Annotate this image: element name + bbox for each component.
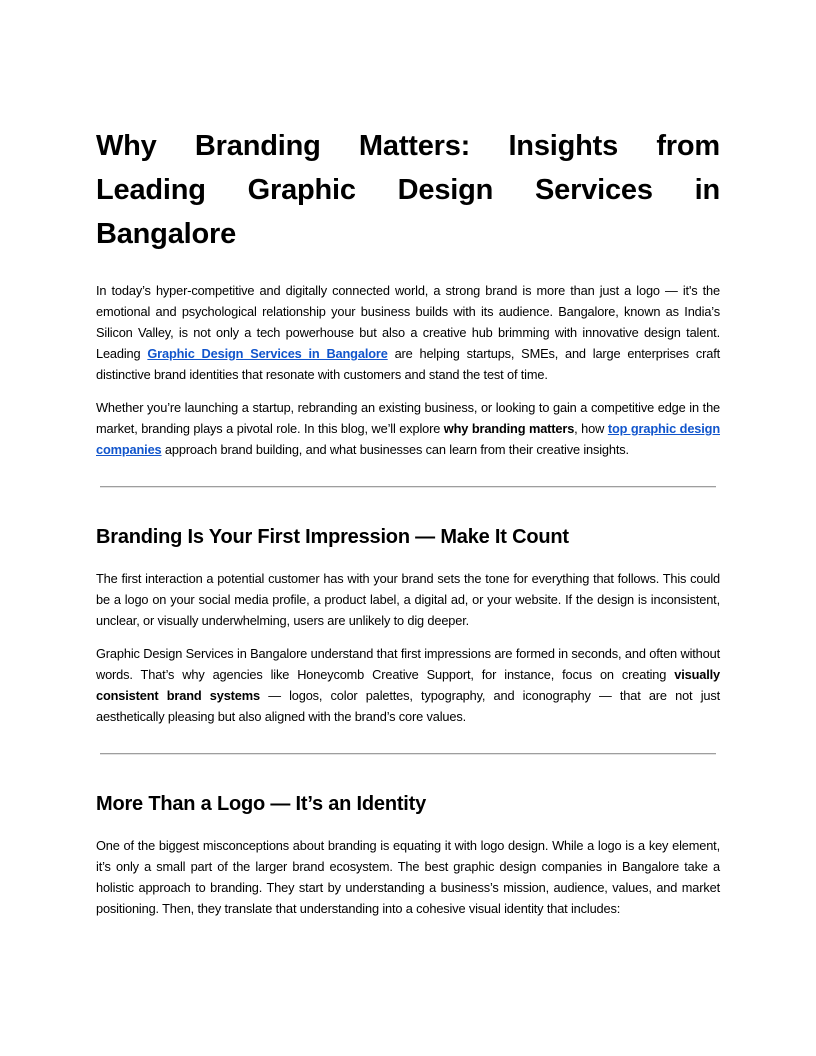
document-page	[96, 124, 720, 931]
graphic-design-services-link[interactable]: Graphic Design Services in Bangalore	[147, 346, 388, 361]
intro-text: approach brand building, and what businesses can learn from their creative insights.	[161, 442, 629, 457]
intro-text: are helping startups, SMEs, and large enterprises craft distinctive brand identities that resonate with customers and stand the test of time.	[96, 346, 721, 382]
section2-paragraph-1: One of the biggest misconceptions about branding is equating it with logo design. While a logo is a key element, it’s only a small part of the larger brand ecosystem. The best graphic design companies in Bangalore take a holistic approach to branding. They start by understanding a business’s mission, audience, values, and market positioning. Then, they translate that understanding into a cohesive visual identity that includes:	[96, 838, 720, 916]
intro-text: Whether you’re launching a startup, rebranding an existing business, or looking to gain a competitive edge in the market, branding plays a pivotal role. In this blog, we’ll explore	[96, 400, 720, 436]
intro-paragraph-2	[96, 397, 720, 460]
top-graphic-design-companies-link[interactable]: top graphic design companies	[96, 421, 720, 457]
intro-text: In today’s hyper-competitive and digitally connected world, a strong brand is more than just a logo — it's the emotional and psychological relationship your business builds with its audience. Bangalore, known as India’s Silicon Valley, is not only a tech powerhouse but also a creative hub brimming with innovative design talent. Leading	[96, 283, 720, 361]
intro-text: , how	[574, 421, 608, 436]
section-heading-identity: More Than a Logo — It’s an Identity	[96, 793, 427, 815]
bold-phrase: visually consistent brand systems	[96, 667, 720, 703]
body-text: — logos, color palettes, typography, and iconography — that are not just aesthetically pleasing but also aligned with the brand’s core values.	[96, 688, 721, 724]
bold-phrase: why branding matters	[443, 421, 575, 436]
section-heading-first-impression: Branding Is Your First Impression — Make It Count	[96, 526, 569, 548]
page-title: Why Branding Matters: Insights from Leading Graphic Design Services in Bangalore	[96, 130, 720, 250]
section1-paragraph-1: The first interaction a potential customer has with your brand sets the tone for everything that follows. This could be a logo on your social media profile, a product label, a digital ad, or your website. If the design is inconsistent, unclear, or visually underwhelming, users are unlikely to dig deeper.	[96, 571, 720, 628]
horizontal-divider	[100, 753, 716, 755]
section1-paragraph-2	[96, 643, 720, 727]
intro-paragraph-1	[96, 280, 720, 385]
horizontal-divider	[100, 486, 716, 488]
body-text: Graphic Design Services in Bangalore understand that first impressions are formed in seconds, and often without words. That’s why agencies like Honeycomb Creative Support, for instance, focus on creating	[96, 646, 720, 682]
